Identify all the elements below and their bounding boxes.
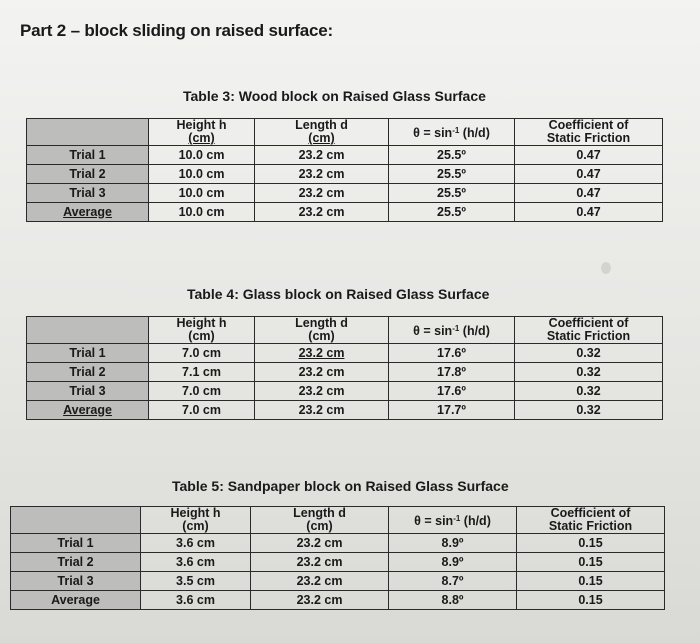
height-cell: 7.0 cm xyxy=(149,401,255,420)
table-header-row xyxy=(27,317,663,344)
table-row xyxy=(11,591,665,610)
table-row xyxy=(11,553,665,572)
table-header-row xyxy=(11,507,665,534)
height-cell: 7.0 cm xyxy=(149,382,255,401)
header-height: Height h (cm) xyxy=(141,507,251,534)
theta-cell: 17.6º xyxy=(389,382,515,401)
table-row xyxy=(27,401,663,420)
table-row xyxy=(27,146,663,165)
length-cell: 23.2 cm xyxy=(251,553,389,572)
theta-cell: 8.9º xyxy=(389,553,517,572)
table-row xyxy=(11,572,665,591)
row-label: Trial 2 xyxy=(27,165,149,184)
row-label: Trial 1 xyxy=(27,344,149,363)
table-row xyxy=(27,344,663,363)
row-label: Trial 3 xyxy=(11,572,141,591)
length-cell: 23.2 cm xyxy=(255,363,389,382)
height-cell: 3.6 cm xyxy=(141,591,251,610)
theta-cell: 17.7º xyxy=(389,401,515,420)
paper-smudge xyxy=(601,262,611,274)
length-cell: 23.2 cm xyxy=(255,401,389,420)
coefficient-cell: 0.47 xyxy=(515,184,663,203)
length-cell: 23.2 cm xyxy=(251,591,389,610)
header-theta: $\theta = \sin^{-1} (h/d)$ xyxy=(389,507,517,534)
header-theta: $\theta = \sin^{-1} (h/d)$ xyxy=(389,119,515,146)
coefficient-cell: 0.32 xyxy=(515,363,663,382)
coefficient-cell: 0.32 xyxy=(515,344,663,363)
table-5-caption: Table 5: Sandpaper block on Raised Glass Surface xyxy=(172,478,509,494)
height-cell: 3.6 cm xyxy=(141,553,251,572)
header-coefficient: Coefficient of Static Friction xyxy=(517,507,665,534)
row-label: Trial 2 xyxy=(11,553,141,572)
length-cell: 23.2 cm xyxy=(255,203,389,222)
coefficient-cell: 0.32 xyxy=(515,382,663,401)
height-cell: 10.0 cm xyxy=(149,165,255,184)
height-cell: 7.1 cm xyxy=(149,363,255,382)
row-label: Average xyxy=(27,401,149,420)
coefficient-cell: 0.15 xyxy=(517,553,665,572)
length-cell: 23.2 cm xyxy=(255,184,389,203)
theta-cell: 8.9º xyxy=(389,534,517,553)
coefficient-cell: 0.47 xyxy=(515,165,663,184)
coefficient-cell: 0.47 xyxy=(515,146,663,165)
table-row xyxy=(27,184,663,203)
table-3 xyxy=(26,118,663,222)
header-coefficient: Coefficient of Static Friction xyxy=(515,317,663,344)
header-length: Length d (cm) xyxy=(251,507,389,534)
theta-cell: 25.5º xyxy=(389,203,515,222)
table-row xyxy=(27,382,663,401)
table-3-caption: Table 3: Wood block on Raised Glass Surface xyxy=(183,88,486,104)
part-title: Part 2 – block sliding on raised surface: xyxy=(20,21,334,40)
table-header-row xyxy=(27,119,663,146)
theta-cell: 25.5º xyxy=(389,146,515,165)
header-height: Height h (cm) xyxy=(149,119,255,146)
height-cell: 7.0 cm xyxy=(149,344,255,363)
length-cell: 23.2 cm xyxy=(255,344,389,363)
coefficient-cell: 0.32 xyxy=(515,401,663,420)
height-cell: 3.6 cm xyxy=(141,534,251,553)
height-cell: 10.0 cm xyxy=(149,146,255,165)
theta-cell: 25.5º xyxy=(389,165,515,184)
height-cell: 10.0 cm xyxy=(149,203,255,222)
theta-cell: 25.5º xyxy=(389,184,515,203)
table-5 xyxy=(10,506,665,610)
row-label: Trial 2 xyxy=(27,363,149,382)
height-cell: 3.5 cm xyxy=(141,572,251,591)
theta-cell: 17.6º xyxy=(389,344,515,363)
theta-cell: 8.8º xyxy=(389,591,517,610)
table-row xyxy=(27,363,663,382)
row-label: Trial 1 xyxy=(27,146,149,165)
length-cell: 23.2 cm xyxy=(255,382,389,401)
table-4 xyxy=(26,316,663,420)
length-cell: 23.2 cm xyxy=(255,146,389,165)
table-row xyxy=(11,534,665,553)
table-row xyxy=(27,165,663,184)
theta-cell: 17.8º xyxy=(389,363,515,382)
header-theta: $\theta = \sin^{-1} (h/d)$ xyxy=(389,317,515,344)
table-4-caption: Table 4: Glass block on Raised Glass Surface xyxy=(187,286,490,302)
header-length: Length d (cm) xyxy=(255,317,389,344)
row-label: Average xyxy=(11,591,141,610)
header-blank-cell xyxy=(27,317,149,344)
header-coefficient: Coefficient of Static Friction xyxy=(515,119,663,146)
coefficient-cell: 0.15 xyxy=(517,591,665,610)
height-cell: 10.0 cm xyxy=(149,184,255,203)
length-cell: 23.2 cm xyxy=(251,534,389,553)
header-blank-cell xyxy=(27,119,149,146)
row-label: Trial 1 xyxy=(11,534,141,553)
row-label: Trial 3 xyxy=(27,184,149,203)
header-length: Length d (cm) xyxy=(255,119,389,146)
header-height: Height h (cm) xyxy=(149,317,255,344)
length-cell: 23.2 cm xyxy=(255,165,389,184)
coefficient-cell: 0.15 xyxy=(517,534,665,553)
coefficient-cell: 0.15 xyxy=(517,572,665,591)
row-label: Trial 3 xyxy=(27,382,149,401)
table-row xyxy=(27,203,663,222)
row-label: Average xyxy=(27,203,149,222)
theta-cell: 8.7º xyxy=(389,572,517,591)
coefficient-cell: 0.47 xyxy=(515,203,663,222)
length-cell: 23.2 cm xyxy=(251,572,389,591)
header-blank-cell xyxy=(11,507,141,534)
